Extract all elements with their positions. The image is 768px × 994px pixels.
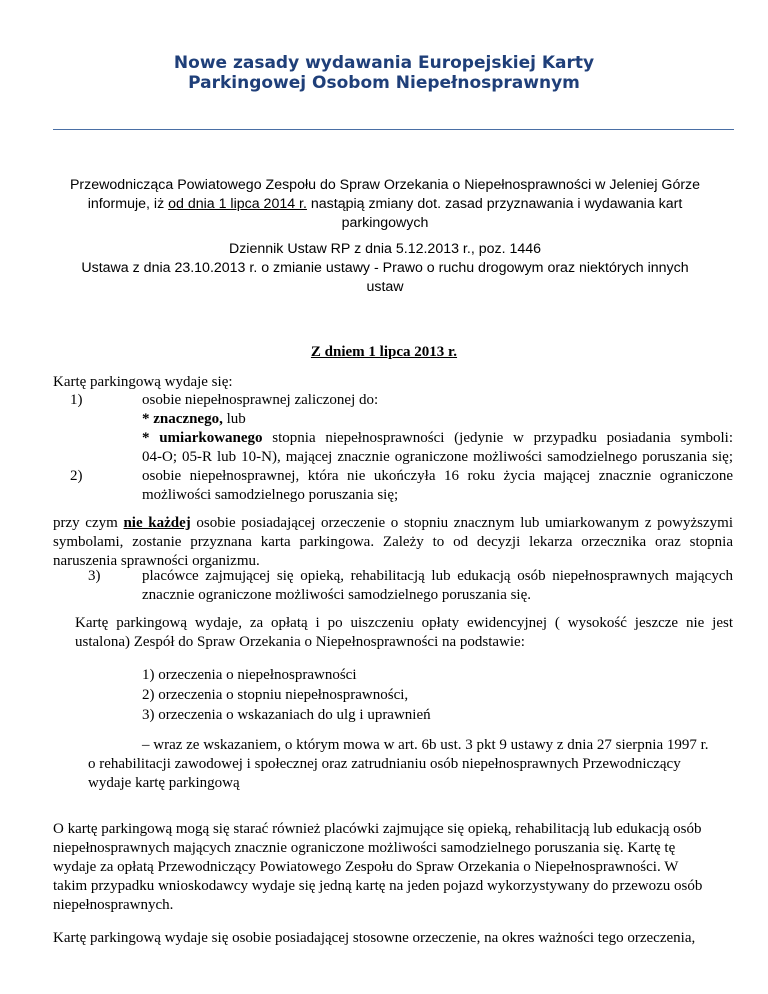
notice-line-3: parkingowych [341, 215, 429, 231]
paragraph-4-line-4: takim przypadku wnioskodawcy wydaje się jedną kartę na jeden pojazd wykorzystywany do przewozu osób [53, 878, 703, 894]
not-everyone-emphasis: nie każdej [123, 515, 191, 531]
act-reference-line-1: Ustawa z dnia 23.10.2013 r. o zmianie ustawy - Prawo o ruchu drogowym oraz niektórych innych [81, 260, 689, 276]
item-1-sub-2-line-1 [142, 429, 733, 448]
item-3-line-1: placówce zajmującej się opieką, rehabilitacją lub edukacją osób niepełnosprawnych mających [142, 568, 733, 584]
section-heading: Z dniem 1 lipca 2013 r. [310, 344, 458, 360]
notice-line-1: Przewodnicząca Powiatowego Zespołu do Spraw Orzekania o Niepełnosprawności w Jeleniej Górze [69, 177, 701, 193]
paragraph-1-pre: przy czym [53, 515, 124, 531]
paragraph-1-line-3: naruszenia sprawności organizmu. [53, 553, 260, 569]
paragraph-1-post: osobie posiadającej orzeczenie o stopniu znacznym lub umiarkowanym z powyższymi [190, 515, 733, 531]
item-1-text: osobie niepełnosprawnej zaliczonej do: [142, 392, 379, 408]
item-1-sub-2-line-2: 04-O; 05-R lub 10-N), mającej znacznie ograniczone możliwości samodzielnego poruszania się; [142, 449, 733, 465]
paragraph-4-line-1: O kartę parkingową mogą się starać również placówki zajmujące się opieką, rehabilitacją lub edukacją osób [53, 821, 702, 837]
paragraph-2-line-2: ustalona) Zespół do Spraw Orzekania o Niepełnosprawności na podstawie: [75, 634, 525, 650]
paragraph-3-line-2: o rehabilitacji zawodowej i społecznej oraz zatrudnianiu osób niepełnosprawnych Przewodniczący [88, 756, 681, 772]
basis-item-1: 1) orzeczenia o niepełnosprawności [142, 667, 357, 683]
title-divider [53, 129, 734, 130]
notice-line-2 [40, 195, 730, 214]
item-2-number: 2) [70, 468, 83, 484]
document-title-line-1: Nowe zasady wydawania Europejskiej Karty [173, 53, 595, 73]
item-2-line-2: możliwości samodzielnego poruszania się; [142, 487, 399, 503]
severe-degree-label: * znacznego, [142, 411, 223, 427]
paragraph-4-line-5: niepełnosprawnych. [53, 897, 174, 913]
notice-line-2-pre: informuje, iż [87, 196, 169, 212]
paragraph-4-line-2: niepełnosprawnych mających znacznie ograniczone możliwości samodzielnego poruszania się. Kartę tę [53, 840, 676, 856]
item-2-line-1: osobie niepełnosprawnej, która nie ukończyła 16 roku życia mającej znacznie ograniczone [142, 468, 733, 484]
item-1-sub-1 [142, 410, 246, 429]
document-title-line-2: Parkingowej Osobom Niepełnosprawnym [188, 73, 580, 93]
act-reference-line-2: ustaw [366, 279, 404, 295]
item-1-number: 1) [70, 392, 83, 408]
moderate-degree-label: * umiarkowanego [142, 430, 263, 446]
paragraph-1-line-1 [53, 514, 733, 533]
paragraph-2-line-1: Kartę parkingową wydaje, za opłatą i po uiszczeniu opłaty ewidencyjnej ( wysokość jeszcze nie jest [75, 615, 733, 631]
notice-effective-date: od dnia 1 lipca 2014 r. [168, 196, 307, 212]
notice-line-2-post: nastąpią zmiany dot. zasad przyznawania i wydawania kart [306, 196, 683, 212]
journal-reference: Dziennik Ustaw RP z dnia 5.12.2013 r., poz. 1446 [228, 241, 542, 257]
paragraph-1-line-2: symbolami, zostanie przyznana karta parkingowa. Zależy to od decyzji lekarza orzecznika oraz stopnia [53, 534, 733, 550]
paragraph-3-line-3: wydaje kartę parkingową [88, 775, 240, 791]
paragraph-3-line-1: – wraz ze wskazaniem, o którym mowa w art. 6b ust. 3 pkt 9 ustawy z dnia 27 sierpnia 1997 r. [142, 737, 709, 753]
item-1-sub-1-rest: lub [222, 411, 246, 427]
paragraph-5-line-1: Kartę parkingową wydaje się osobie posiadającej stosowne orzeczenie, na okres ważności tego orzeczenia, [53, 930, 696, 946]
basis-item-2: 2) orzeczenia o stopniu niepełnosprawności, [142, 687, 409, 703]
item-3-number: 3) [88, 568, 101, 584]
item-3-line-2: znacznie ograniczone możliwości samodzielnego poruszania się. [142, 587, 532, 603]
paragraph-4-line-3: wydaje za opłatą Przewodniczący Powiatowego Zespołu do Spraw Orzekania o Niepełnosprawności. W [53, 859, 679, 875]
item-1-sub-2-rest: stopnia niepełnosprawności (jedynie w przypadku posiadania symboli: [262, 430, 733, 446]
intro-text: Kartę parkingową wydaje się: [53, 374, 233, 390]
basis-item-3: 3) orzeczenia o wskazaniach do ulg i uprawnień [142, 707, 431, 723]
